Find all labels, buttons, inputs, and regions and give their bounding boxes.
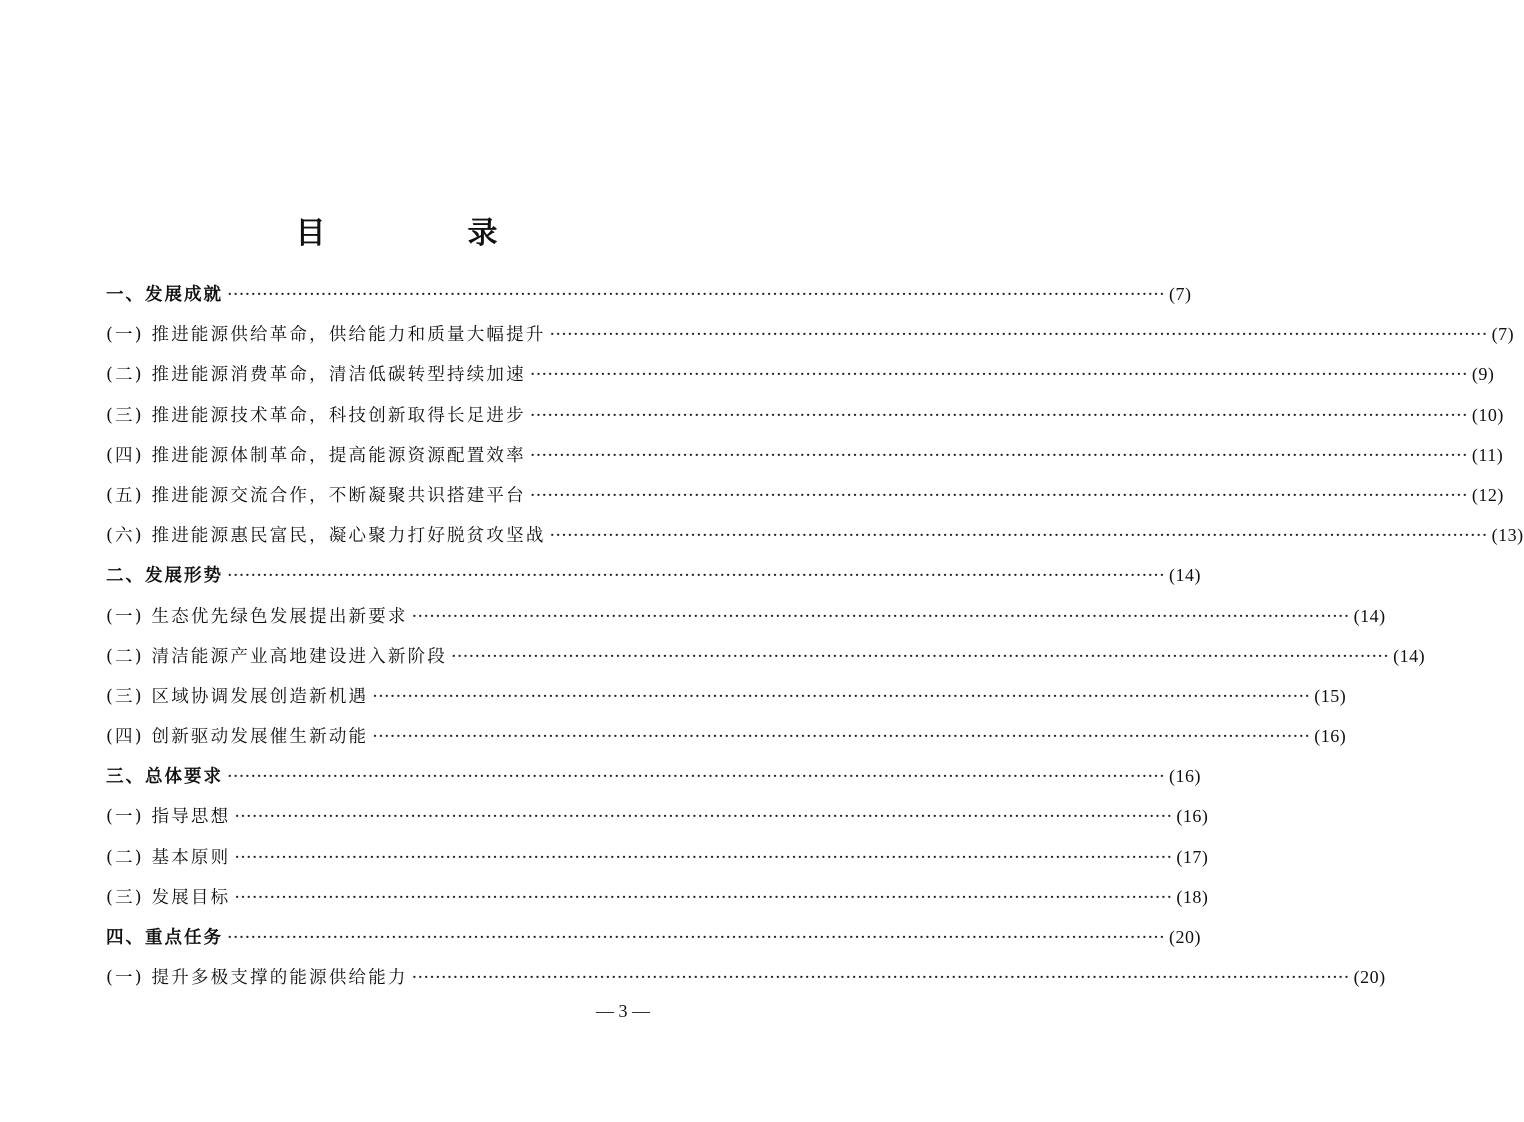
toc-entry-page: (15) bbox=[1314, 685, 1347, 706]
toc-entry-label: (三) 推进能源技术革命，科技创新取得长足进步 bbox=[106, 405, 526, 426]
toc-dot-leader: ································································································································································ bbox=[227, 767, 1166, 788]
toc-entry bbox=[106, 555, 1202, 595]
toc-entry bbox=[106, 837, 1209, 877]
toc-entry bbox=[106, 475, 1504, 515]
toc-entry bbox=[106, 274, 1192, 314]
toc-entry-label: (六) 推进能源惠民富民，凝心聚力打好脱贫攻坚战 bbox=[106, 526, 546, 547]
toc-entry-label: 一、发展成就 bbox=[106, 285, 223, 305]
toc-dot-leader: ································································································································································ bbox=[549, 325, 1488, 346]
toc-entry-page: (7) bbox=[1169, 284, 1192, 304]
toc-entry-page: (9) bbox=[1471, 364, 1495, 385]
toc-dot-leader: ································································································································································ bbox=[529, 445, 1468, 466]
page-number: — 3 — bbox=[596, 1001, 650, 1021]
toc-entry-page: (18) bbox=[1176, 886, 1209, 907]
toc-entry-page: (16) bbox=[1169, 766, 1202, 787]
toc-entry-page: (11) bbox=[1471, 444, 1504, 465]
toc-entry-page: (10) bbox=[1471, 404, 1504, 425]
toc-entry-label: (三) 发展目标 bbox=[106, 887, 231, 908]
toc-dot-leader: ································································································································································ bbox=[529, 365, 1468, 386]
toc-entry-label: (一) 提升多极支撑的能源供给能力 bbox=[106, 968, 408, 989]
toc-dot-leader: ································································································································································ bbox=[411, 968, 1350, 989]
toc-dot-leader: ································································································································································ bbox=[411, 606, 1350, 627]
toc-entry-label: 三、总体要求 bbox=[106, 767, 223, 788]
toc-entry-label: (一) 生态优先绿色发展提出新要求 bbox=[106, 606, 408, 627]
toc-entry bbox=[106, 354, 1495, 394]
toc-dot-leader: ································································································································································ bbox=[372, 686, 1311, 707]
toc-entry bbox=[106, 756, 1202, 796]
toc-entry bbox=[106, 395, 1504, 435]
toc-entry-page: (16) bbox=[1176, 806, 1209, 827]
toc-entry-label: (三) 区域协调发展创造新机遇 bbox=[106, 686, 369, 707]
toc-entry bbox=[106, 636, 1426, 676]
toc-dot-leader: ································································································································································ bbox=[529, 405, 1468, 426]
toc-dot-leader: ································································································································································ bbox=[529, 485, 1468, 506]
toc-entry-label: (五) 推进能源交流合作，不断凝聚共识搭建平台 bbox=[106, 485, 526, 506]
toc-entry-page: (20) bbox=[1169, 927, 1202, 947]
toc-entry bbox=[106, 917, 1202, 957]
toc-entry-label: (二) 基本原则 bbox=[106, 847, 231, 868]
toc-entry-label: (一) 指导思想 bbox=[106, 807, 231, 828]
toc-entry-label: (二) 清洁能源产业高地建设进入新阶段 bbox=[106, 646, 448, 667]
toc-entry-label: (四) 推进能源体制革命，提高能源资源配置效率 bbox=[106, 445, 526, 466]
toc-dot-leader: ································································································································································ bbox=[227, 928, 1166, 948]
toc-entry-page: (14) bbox=[1353, 605, 1386, 626]
toc-dot-leader: ································································································································································ bbox=[227, 566, 1166, 587]
toc-entry-page: (7) bbox=[1491, 324, 1515, 345]
toc-entry bbox=[106, 314, 1515, 354]
toc-entry bbox=[106, 716, 1347, 756]
toc-entry-label: (一) 推进能源供给革命，供给能力和质量大幅提升 bbox=[106, 325, 546, 346]
toc-entry-label: (四) 创新驱动发展催生新动能 bbox=[106, 727, 369, 748]
toc-dot-leader: ································································································································································ bbox=[372, 727, 1311, 748]
toc-entry-page: (14) bbox=[1393, 645, 1426, 666]
toc-dot-leader: ································································································································································ bbox=[234, 887, 1173, 908]
toc-entry bbox=[106, 877, 1209, 917]
toc-entry-page: (17) bbox=[1176, 846, 1209, 867]
toc-entry bbox=[106, 596, 1386, 636]
toc-entry-page: (14) bbox=[1169, 565, 1202, 586]
toc-entry-label: 二、发展形势 bbox=[106, 566, 223, 587]
table-of-contents bbox=[106, 274, 1524, 997]
page-title: 目 录 bbox=[295, 216, 554, 251]
toc-entry bbox=[106, 957, 1386, 997]
toc-entry-page: (16) bbox=[1314, 726, 1347, 747]
toc-entry-label: 四、重点任务 bbox=[106, 928, 223, 948]
toc-dot-leader: ································································································································································ bbox=[234, 807, 1173, 828]
toc-entry-page: (12) bbox=[1471, 484, 1504, 505]
toc-entry bbox=[106, 435, 1504, 475]
toc-dot-leader: ································································································································································ bbox=[227, 285, 1166, 305]
toc-dot-leader: ································································································································································ bbox=[549, 526, 1488, 547]
toc-dot-leader: ································································································································································ bbox=[451, 646, 1390, 667]
toc-entry-page: (20) bbox=[1353, 967, 1386, 988]
toc-dot-leader: ································································································································································ bbox=[234, 847, 1173, 868]
toc-entry bbox=[106, 796, 1209, 836]
toc-entry bbox=[106, 515, 1524, 555]
toc-entry-label: (二) 推进能源消费革命，清洁低碳转型持续加速 bbox=[106, 365, 526, 386]
toc-entry bbox=[106, 676, 1347, 716]
toc-entry-page: (13) bbox=[1491, 525, 1524, 546]
